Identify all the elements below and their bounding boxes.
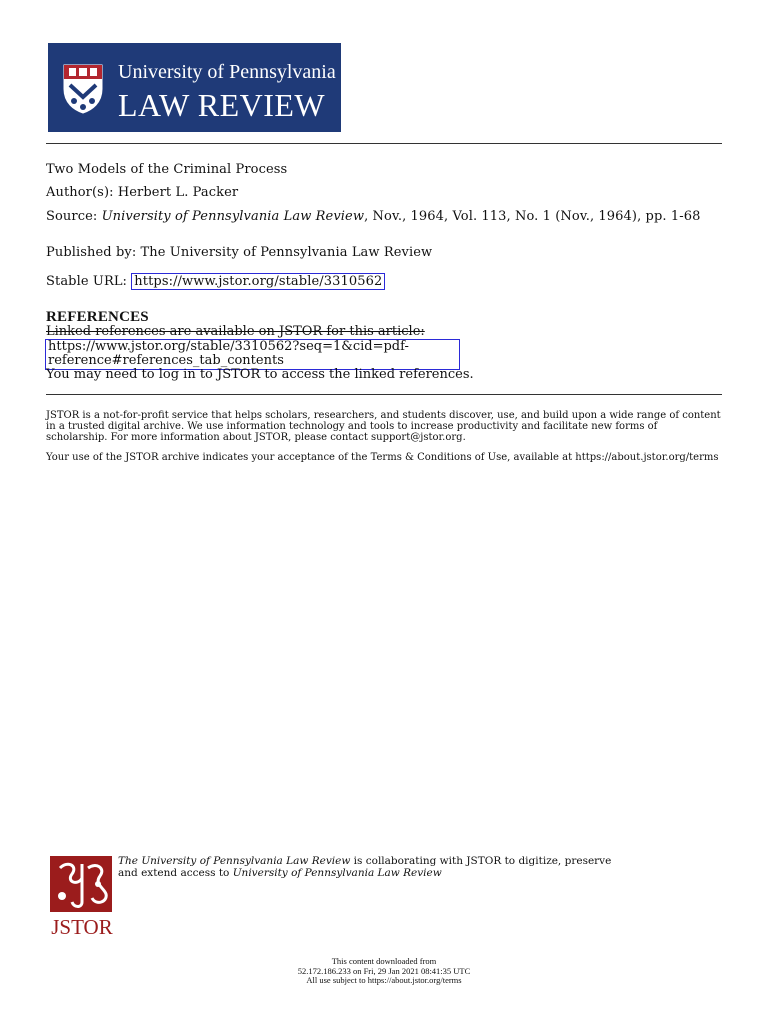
journal-logo xyxy=(48,43,341,132)
stable-url-label: Stable URL: xyxy=(46,274,128,289)
article-title: Two Models of the Criminal Process xyxy=(46,162,288,177)
footer-line-1: This content downloaded from xyxy=(331,956,437,966)
authors-value: Herbert L. Packer xyxy=(117,185,239,200)
footer-line-3: All use subject to https://about.jstor.org/terms xyxy=(306,975,462,985)
publisher-line xyxy=(46,245,432,260)
source-line xyxy=(46,208,722,225)
source-details: , Nov., 1964, Vol. 113, No. 1 (Nov., 1964), pp. 1-68 xyxy=(364,209,701,224)
footer-line-2: 52.172.186.233 on Fri, 29 Jan 2021 08:41:35 UTC xyxy=(297,965,471,976)
references-heading: REFERENCES xyxy=(46,309,149,325)
collab-text-1: is collaborating with JSTOR to digitize, preserve xyxy=(350,855,612,867)
authors-label: Author(s): xyxy=(46,185,114,200)
top-divider xyxy=(46,143,722,144)
references-availability: Linked references are available on JSTOR for this article: xyxy=(46,324,425,339)
references-login-note: You may need to log in to JSTOR to access the linked references. xyxy=(46,367,474,382)
collab-journal-1: The University of Pennsylvania Law Review xyxy=(118,855,351,867)
download-footer xyxy=(184,957,584,986)
authors-line xyxy=(46,185,238,200)
jstor-logo xyxy=(48,854,116,938)
stable-url-line xyxy=(46,274,385,289)
source-journal: University of Pennsylvania Law Review xyxy=(101,209,365,224)
publisher-value: The University of Pennsylvania Law Review xyxy=(140,245,433,260)
stable-url-link[interactable]: https://www.jstor.org/stable/3310562 xyxy=(131,273,385,290)
published-label: Published by: xyxy=(46,245,137,260)
penn-shield-icon xyxy=(62,63,104,115)
logo-law-review: LAW REVIEW xyxy=(118,87,326,123)
logo-university-name: University of Pennsylvania xyxy=(118,61,336,83)
collaboration-statement xyxy=(118,855,718,879)
source-label: Source: xyxy=(46,209,98,224)
jstor-emblem-icon xyxy=(48,854,116,938)
terms-notice: Your use of the JSTOR archive indicates your acceptance of the Terms & Conditions of Use, available at https://about.jstor.org/terms xyxy=(46,452,719,463)
middle-divider xyxy=(46,394,722,395)
jstor-notice: JSTOR is a not-for-profit service that helps scholars, researchers, and students discover, use, and build upon a wide range of content in a trusted digital archive. We use information technology and tools to increase productivity and facilitate new forms of scholarship. For more information about JSTOR, please contact support@jstor.org. xyxy=(46,410,721,443)
references-link-line2: reference#references_tab_contents xyxy=(48,353,284,368)
collab-text-2: and extend access to xyxy=(118,867,233,879)
collab-journal-2: University of Pennsylvania Law Review xyxy=(232,867,442,879)
references-link[interactable] xyxy=(45,339,460,370)
references-link-line1: https://www.jstor.org/stable/3310562?seq=1&cid=pdf- xyxy=(48,339,409,354)
jstor-wordmark: JSTOR xyxy=(51,915,113,938)
